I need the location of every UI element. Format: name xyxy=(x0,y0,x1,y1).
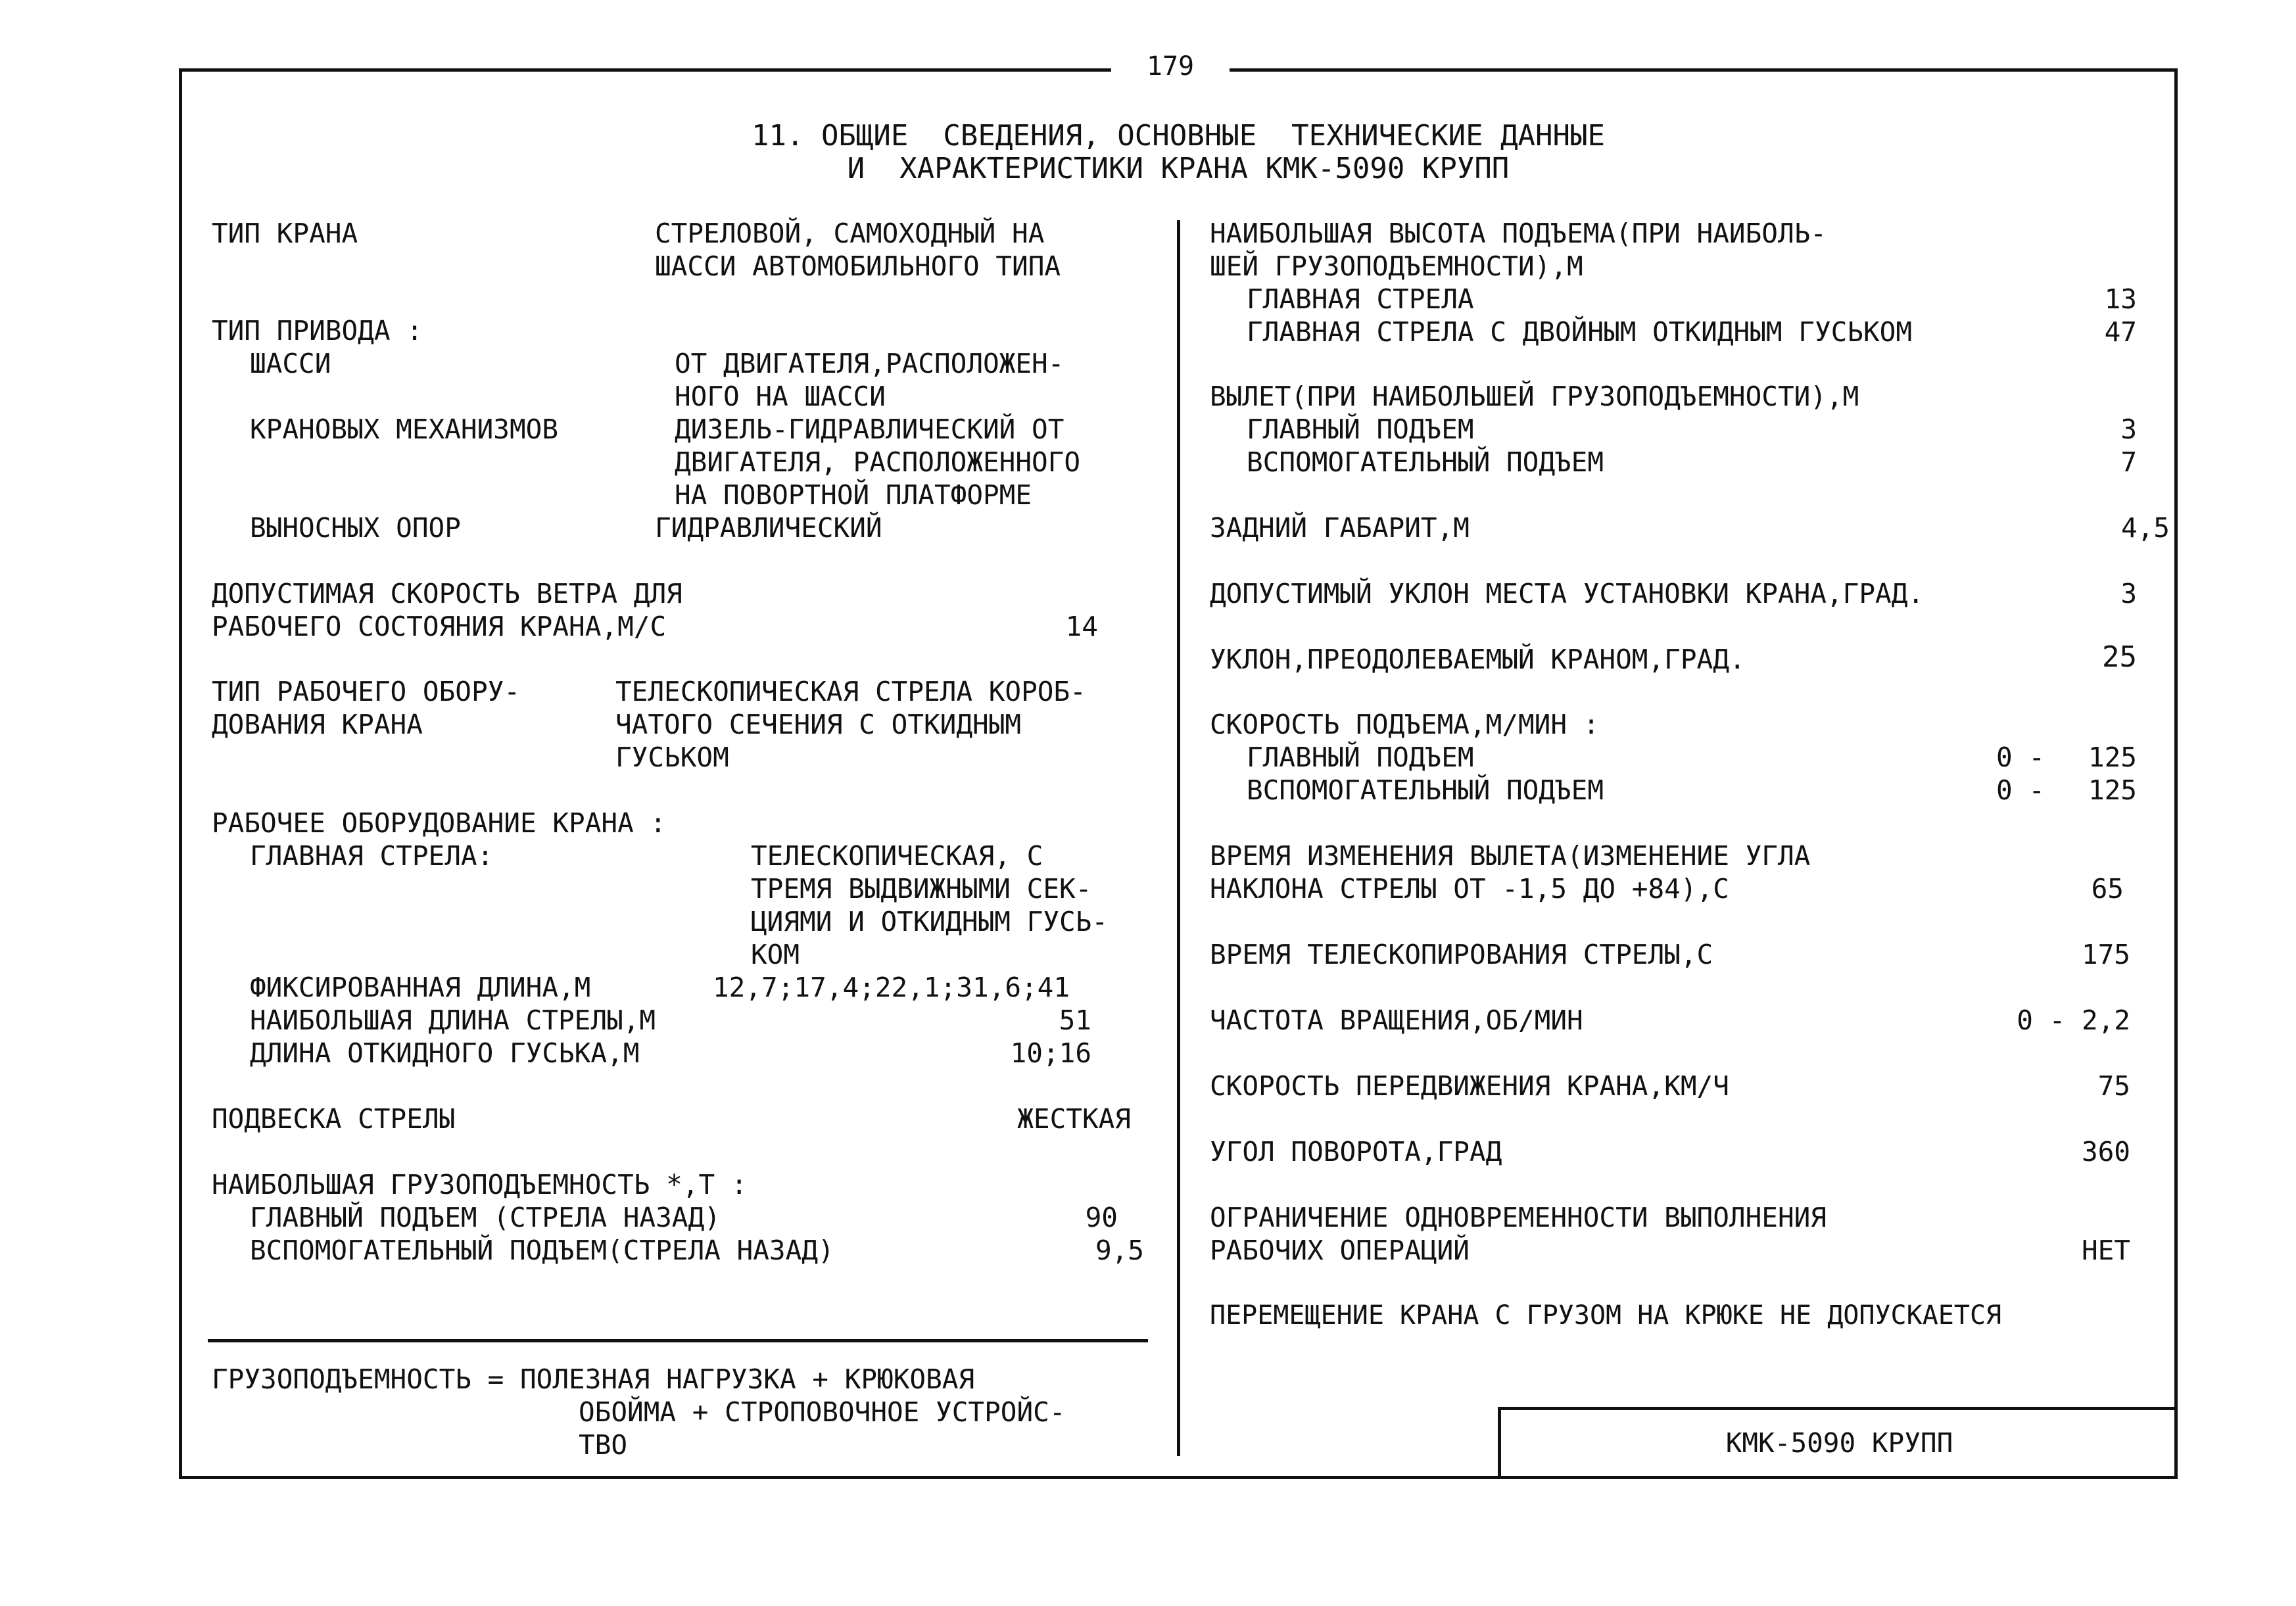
travel-speed-value: 75 xyxy=(2097,1070,2130,1102)
chassis-value: ОТ ДВИГАТЕЛЯ,РАСПОЛОЖЕН- xyxy=(675,348,1064,379)
telescope-time-value: 175 xyxy=(2081,939,2130,970)
fixed-length-value: 12,7;17,4;22,1;31,6;41 xyxy=(713,972,1070,1003)
suspension-value: ЖЕСТКАЯ xyxy=(1017,1103,1131,1135)
grade-label: УКЛОН,ПРЕОДОЛЕВАЕМЫЙ КРАНОМ,ГРАД. xyxy=(1210,644,1746,675)
hoist-speed-main-from: 0 - xyxy=(1996,742,2045,773)
slew-angle-value: 360 xyxy=(2081,1136,2130,1168)
equipment-type-value: ГУСЬКОМ xyxy=(615,742,729,773)
reach-aux-value: 7 xyxy=(2120,446,2137,478)
footnote: ГРУЗОПОДЪЕМНОСТЬ = ПОЛЕЗНАЯ НАГРУЗКА + КРЮКОВАЯ xyxy=(212,1363,975,1395)
telescope-time-label: ВРЕМЯ ТЕЛЕСКОПИРОВАНИЯ СТРЕЛЫ,С xyxy=(1210,939,1713,970)
outriggers-label: ВЫНОСНЫХ ОПОР xyxy=(250,512,461,544)
footnote-divider xyxy=(208,1339,1148,1342)
slew-angle-label: УГОЛ ПОВОРОТА,ГРАД xyxy=(1210,1136,1502,1168)
mechanisms-value: ДИЗЕЛЬ-ГИДРАВЛИЧЕСКИЙ ОТ xyxy=(675,413,1064,445)
height-label: ШЕЙ ГРУЗОПОДЪЕМНОСТИ),М xyxy=(1210,250,1583,282)
fixed-length-label: ФИКСИРОВАННАЯ ДЛИНА,М xyxy=(250,972,591,1003)
rotation-value: 0 - 2,2 xyxy=(2017,1004,2130,1036)
grade-value: 25 xyxy=(2102,640,2137,674)
mechanisms-label: КРАНОВЫХ МЕХАНИЗМОВ xyxy=(250,413,558,445)
max-boom-length-value: 51 xyxy=(1059,1004,1091,1036)
footnote: ОБОЙМА + СТРОПОВОЧНОЕ УСТРОЙС- xyxy=(579,1396,1066,1428)
aux-hoist-label: ВСПОМОГАТЕЛЬНЫЙ ПОДЪЕМ(СТРЕЛА НАЗАД) xyxy=(250,1235,834,1266)
height-jib-value: 47 xyxy=(2104,316,2137,348)
tail-value: 4,5 xyxy=(2120,512,2170,544)
wind-label: РАБОЧЕГО СОСТОЯНИЯ КРАНА,М/С xyxy=(212,611,667,642)
main-boom-value: ТРЕМЯ ВЫДВИЖНЫМИ СЕК- xyxy=(751,873,1092,905)
hoist-speed-aux-value: 125 xyxy=(2088,774,2137,806)
slope-label: ДОПУСТИМЫЙ УКЛОН МЕСТА УСТАНОВКИ КРАНА,ГРАД. xyxy=(1210,578,1925,609)
hoist-speed-label: СКОРОСТЬ ПОДЪЕМА,М/МИН : xyxy=(1210,709,1600,740)
page-title-line-1: 11. ОБЩИЕ СВЕДЕНИЯ, ОСНОВНЫЕ ТЕХНИЧЕСКИЕ ДАННЫЕ xyxy=(751,119,1606,153)
chassis-value: НОГО НА ШАССИ xyxy=(675,381,886,412)
main-hoist-value: 90 xyxy=(1085,1202,1118,1233)
wind-value: 14 xyxy=(1065,611,1098,642)
crane-type-value: СТРЕЛОВОЙ, САМОХОДНЫЙ НА xyxy=(655,218,1045,249)
hoist-speed-aux-label: ВСПОМОГАТЕЛЬНЫЙ ПОДЪЕМ xyxy=(1247,774,1604,806)
height-jib-label: ГЛАВНАЯ СТРЕЛА С ДВОЙНЫМ ОТКИДНЫМ ГУСЬКОМ xyxy=(1247,316,1913,348)
main-boom-value: ЦИЯМИ И ОТКИДНЫМ ГУСЬ- xyxy=(751,906,1109,937)
luff-time-label: НАКЛОНА СТРЕЛЫ ОТ -1,5 ДО +84),С xyxy=(1210,873,1729,905)
equipment-type-value: ТЕЛЕСКОПИЧЕСКАЯ СТРЕЛА КОРОБ- xyxy=(615,676,1086,707)
main-boom-label: ГЛАВНАЯ СТРЕЛА: xyxy=(250,840,494,872)
mechanisms-value: НА ПОВОРТНОЙ ПЛАТФОРМЕ xyxy=(675,479,1032,511)
rotation-label: ЧАСТОТА ВРАЩЕНИЯ,ОБ/МИН xyxy=(1210,1004,1583,1036)
crane-type-value: ШАССИ АВТОМОБИЛЬНОГО ТИПА xyxy=(655,250,1061,282)
page-number: 179 xyxy=(1111,51,1230,82)
reach-main-value: 3 xyxy=(2120,413,2137,445)
moving-load-note: ПЕРЕМЕЩЕНИЕ КРАНА С ГРУЗОМ НА КРЮКЕ НЕ ДОПУСКАЕТСЯ xyxy=(1210,1300,2002,1331)
luff-time-label: ВРЕМЯ ИЗМЕНЕНИЯ ВЫЛЕТА(ИЗМЕНЕНИЕ УГЛА xyxy=(1210,840,1811,872)
equipment-type-label: ТИП РАБОЧЕГО ОБОРУ- xyxy=(212,676,520,707)
tail-label: ЗАДНИЙ ГАБАРИТ,М xyxy=(1210,512,1470,544)
page-title-line-2: И ХАРАКТЕРИСТИКИ КРАНА КМК-5090 КРУПП xyxy=(847,152,1510,185)
hoist-speed-main-label: ГЛАВНЫЙ ПОДЪЕМ xyxy=(1247,742,1474,773)
equipment-type-value: ЧАТОГО СЕЧЕНИЯ С ОТКИДНЫМ xyxy=(615,709,1022,740)
reach-label: ВЫЛЕТ(ПРИ НАИБОЛЬШЕЙ ГРУЗОПОДЪЕМНОСТИ),М xyxy=(1210,381,1859,412)
equipment-label: РАБОЧЕЕ ОБОРУДОВАНИЕ КРАНА : xyxy=(212,807,667,839)
jib-length-label: ДЛИНА ОТКИДНОГО ГУСЬКА,М xyxy=(250,1037,640,1069)
main-boom-value: ТЕЛЕСКОПИЧЕСКАЯ, С xyxy=(751,840,1043,872)
aux-hoist-value: 9,5 xyxy=(1095,1235,1144,1266)
travel-speed-label: СКОРОСТЬ ПЕРЕДВИЖЕНИЯ КРАНА,КМ/Ч xyxy=(1210,1070,1729,1102)
restriction-label: РАБОЧИХ ОПЕРАЦИЙ xyxy=(1210,1235,1470,1266)
reach-main-label: ГЛАВНЫЙ ПОДЪЕМ xyxy=(1247,413,1474,445)
chassis-label: ШАССИ xyxy=(250,348,331,379)
jib-length-value: 10;16 xyxy=(1010,1037,1091,1069)
restriction-label: ОГРАНИЧЕНИЕ ОДНОВРЕМЕННОСТИ ВЫПОЛНЕНИЯ xyxy=(1210,1202,1827,1233)
main-hoist-label: ГЛАВНЫЙ ПОДЪЕМ (СТРЕЛА НАЗАД) xyxy=(250,1202,721,1233)
footnote: ТВО xyxy=(579,1429,628,1461)
luff-time-value: 65 xyxy=(2091,873,2124,905)
crane-type-label: ТИП КРАНА xyxy=(212,218,358,249)
mechanisms-value: ДВИГАТЕЛЯ, РАСПОЛОЖЕННОГО xyxy=(675,446,1081,478)
max-boom-length-label: НАИБОЛЬШАЯ ДЛИНА СТРЕЛЫ,М xyxy=(250,1004,656,1036)
height-label: НАИБОЛЬШАЯ ВЫСОТА ПОДЪЕМА(ПРИ НАИБОЛЬ- xyxy=(1210,218,1827,249)
restriction-value: НЕТ xyxy=(2081,1235,2130,1266)
hoist-speed-aux-from: 0 - xyxy=(1996,774,2045,806)
equipment-type-label: ДОВАНИЯ КРАНА xyxy=(212,709,423,740)
wind-label: ДОПУСТИМАЯ СКОРОСТЬ ВЕТРА ДЛЯ xyxy=(212,578,682,609)
outriggers-value: ГИДРАВЛИЧЕСКИЙ xyxy=(655,512,882,544)
title-block-stamp: КМК-5090 КРУПП xyxy=(1498,1407,2178,1479)
capacity-label: НАИБОЛЬШАЯ ГРУЗОПОДЪЕМНОСТЬ *,Т : xyxy=(212,1169,748,1200)
height-main-value: 13 xyxy=(2104,283,2137,315)
hoist-speed-main-value: 125 xyxy=(2088,742,2137,773)
reach-aux-label: ВСПОМОГАТЕЛЬНЫЙ ПОДЪЕМ xyxy=(1247,446,1604,478)
height-main-label: ГЛАВНАЯ СТРЕЛА xyxy=(1247,283,1474,315)
drive-type-label: ТИП ПРИВОДА : xyxy=(212,315,423,346)
slope-value: 3 xyxy=(2120,578,2137,609)
column-divider xyxy=(1177,220,1180,1456)
main-boom-value: КОМ xyxy=(751,939,800,970)
suspension-label: ПОДВЕСКА СТРЕЛЫ xyxy=(212,1103,456,1135)
